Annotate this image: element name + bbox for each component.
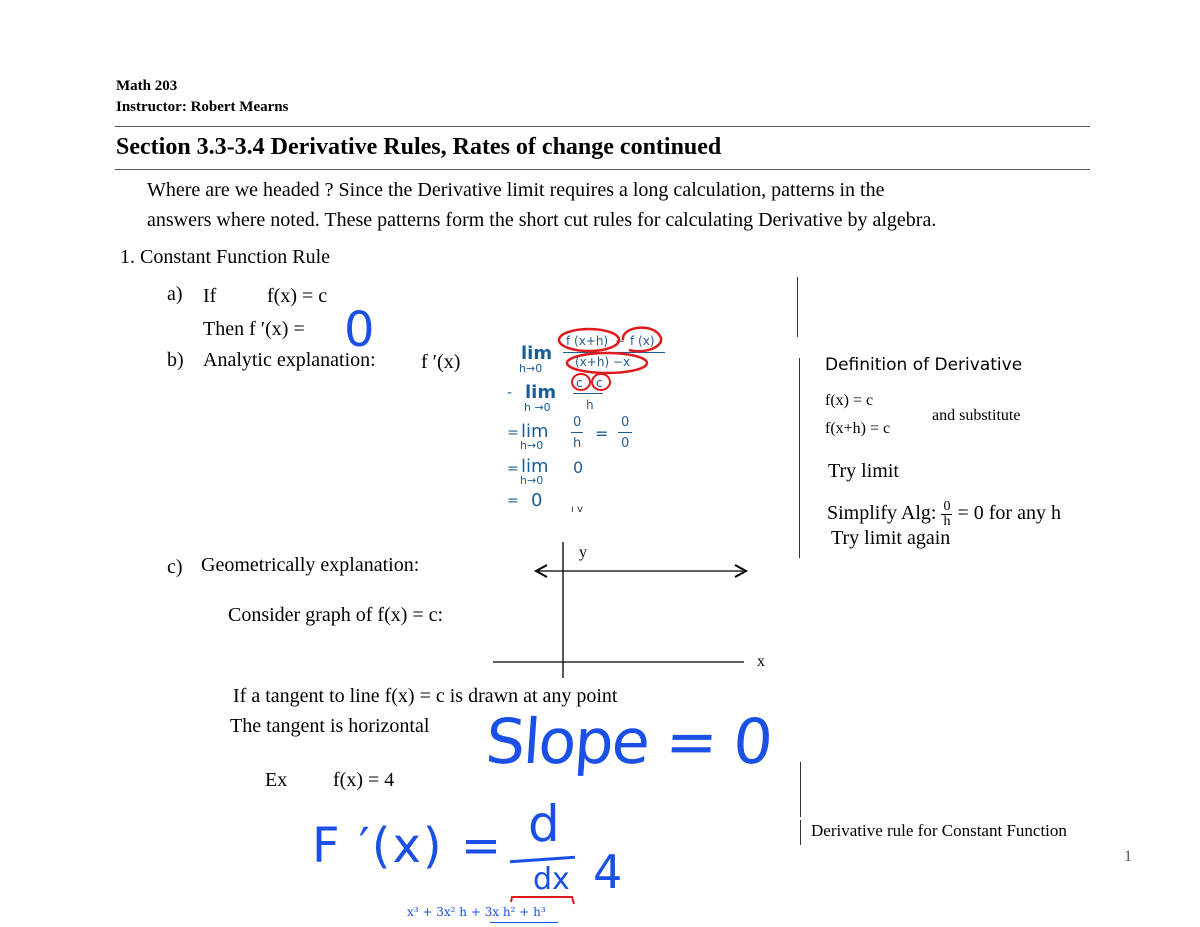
num-3: 0 bbox=[573, 415, 582, 430]
row4-eq: = bbox=[507, 461, 519, 477]
y-axis-label: y bbox=[579, 544, 587, 561]
definition-title: Definition of Derivative bbox=[825, 355, 1023, 375]
intro-line-1: Where are we headed ? Since the Derivative limit requires a long calculation, patterns in the bbox=[147, 179, 885, 201]
part-c-label: c) bbox=[167, 556, 183, 578]
note-fxh-c: f(x+h) = c bbox=[825, 420, 891, 437]
lim-2: lim bbox=[525, 382, 557, 403]
fraction-numerator: 0 bbox=[943, 499, 951, 514]
part-b-text: Analytic explanation: bbox=[203, 349, 376, 371]
page-number: 1 bbox=[1124, 848, 1132, 865]
handwritten-fprime: F ′(x) = bbox=[312, 818, 504, 874]
handwritten-four: 4 bbox=[593, 845, 623, 899]
derivative-rule-caption: Derivative rule for Constant Function bbox=[811, 821, 1067, 840]
handwritten-d: d bbox=[528, 795, 560, 853]
note-simplify-label: Simplify Alg: bbox=[827, 502, 937, 525]
part-a-if: If bbox=[203, 285, 217, 307]
red-circle-fxh bbox=[559, 329, 619, 351]
section-title: Section 3.3-3.4 Derivative Rules, Rates of change continued bbox=[116, 134, 722, 160]
part-c-text: Geometrically explanation: bbox=[201, 554, 420, 576]
expansion-underline bbox=[490, 922, 558, 923]
handwritten-slope: Slope = 0 bbox=[483, 705, 774, 778]
row5-eq: = bbox=[507, 493, 519, 509]
top-rule bbox=[115, 126, 1090, 127]
lim-4-sub: h→0 bbox=[520, 474, 544, 487]
num-1b: f (x) bbox=[630, 334, 655, 348]
red-circle-denominator bbox=[567, 353, 647, 373]
lim-3: lim bbox=[521, 421, 549, 442]
x-axis-label: x bbox=[757, 653, 765, 670]
note-try-again: Try limit again bbox=[831, 527, 951, 549]
num-2: c bbox=[576, 376, 583, 390]
lim-2-sub: h →0 bbox=[524, 401, 551, 414]
stray-marks: ı v bbox=[571, 504, 583, 515]
tangent-line-2: The tangent is horizontal bbox=[230, 715, 430, 737]
lim-1-sub: h→0 bbox=[519, 362, 543, 375]
intro-line-2: answers where noted. These patterns form the short cut rules for calculating Derivative by algebra. bbox=[147, 209, 937, 231]
consider-graph: Consider graph of f(x) = c: bbox=[228, 604, 444, 626]
part-b-fprime: f ′(x) bbox=[421, 351, 461, 373]
right-bar-bottom bbox=[800, 762, 801, 817]
right-bar-middle bbox=[799, 358, 800, 558]
lim-1: lim bbox=[521, 343, 553, 364]
instructor-name: Instructor: Robert Mearns bbox=[116, 99, 289, 115]
example-function: f(x) = 4 bbox=[333, 769, 395, 791]
part-b-label: b) bbox=[167, 349, 184, 371]
num-4: 0 bbox=[621, 415, 630, 430]
red-annotation-circles bbox=[505, 318, 670, 516]
handwritten-zero: 0 bbox=[344, 302, 375, 358]
note-and-substitute: and substitute bbox=[932, 407, 1021, 424]
constant-function-graph bbox=[490, 540, 780, 685]
note-simplify bbox=[827, 500, 1061, 529]
title-rule bbox=[115, 169, 1090, 170]
red-circle-c1 bbox=[572, 374, 590, 390]
row2-dash: - bbox=[507, 385, 513, 401]
note-try-limit: Try limit bbox=[828, 460, 899, 482]
den-2: h bbox=[586, 398, 594, 412]
part-a-function: f(x) = c bbox=[267, 285, 328, 307]
example-label: Ex bbox=[265, 769, 288, 791]
rule-heading: 1. Constant Function Rule bbox=[120, 246, 330, 268]
den-3: h bbox=[573, 436, 582, 451]
part-a-then: Then f ′(x) = bbox=[203, 318, 305, 340]
fraction-denominator: h bbox=[943, 514, 951, 529]
right-bar-top bbox=[797, 277, 798, 337]
lim-4: lim bbox=[521, 456, 549, 477]
den-1: (x+h) −x bbox=[575, 355, 631, 369]
handwritten-dx: dx bbox=[533, 862, 570, 897]
row3-eq2: = bbox=[595, 424, 609, 443]
red-circle-fx bbox=[623, 328, 661, 352]
note-simplify-tail: = 0 for any h bbox=[957, 502, 1061, 525]
right-bar-bottom-2 bbox=[800, 820, 801, 845]
course-name: Math 203 bbox=[116, 78, 178, 94]
red-circle-c2 bbox=[592, 374, 610, 390]
expansion-expression: x³ + 3x² h + 3x h² + h³ bbox=[407, 905, 546, 919]
den-4: 0 bbox=[621, 436, 630, 451]
row3-eq: = bbox=[507, 425, 519, 441]
part-a-label: a) bbox=[167, 283, 183, 305]
lim-3-sub: h→0 bbox=[520, 439, 544, 452]
tangent-line-1: If a tangent to line f(x) = c is drawn at any point bbox=[233, 685, 618, 707]
note-fx-c: f(x) = c bbox=[825, 392, 874, 409]
num-2b: c bbox=[596, 376, 603, 390]
row4-zero: 0 bbox=[573, 458, 584, 477]
row5-zero: 0 bbox=[531, 490, 543, 511]
limit-work-panel bbox=[505, 318, 670, 516]
num-1-minus: − bbox=[615, 334, 626, 348]
num-1a: f (x+h) bbox=[566, 334, 609, 348]
zero-over-h-fraction bbox=[941, 500, 952, 529]
